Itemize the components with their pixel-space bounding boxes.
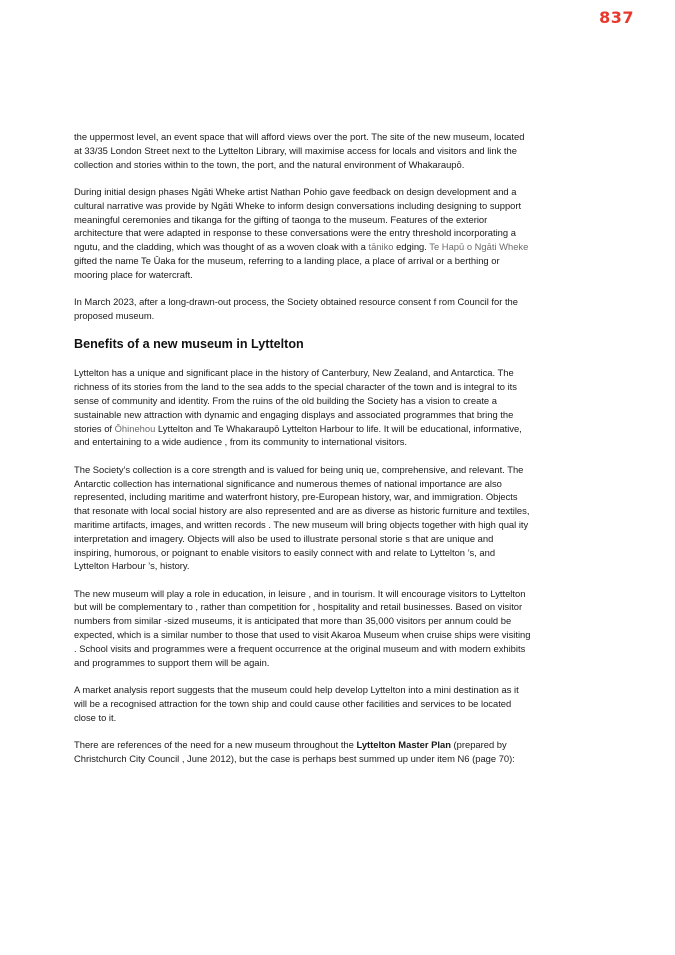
paragraph-text: There are references of the need for a new museum throughout the bbox=[74, 739, 357, 751]
paragraph-text: Lyttelton and Te Whakaraupō Lyttelton Harbour to life. It will be educational, informative, and entertaining to a wide audience , from its community to international visitors. bbox=[74, 422, 522, 448]
paragraph-text: edging. bbox=[393, 241, 430, 253]
master-plan-title: Lyttelton Master Plan bbox=[356, 739, 451, 751]
paragraph-museum-site: the uppermost level, an event space that will afford views over the port. The site of the new museum, located at 33/35 London Street next to the Lyttelton Library, will maximise access for locals and visitors and link the collection and stories within to the town, the port, and the natural environment of Whakaraupō. bbox=[74, 131, 525, 170]
paragraph-text: During initial design phases Ngāti Wheke artist Nathan Pohio gave feedback on design development and a cultural narrative was provide by Ngāti Wheke to inform design conversations including designing to support meaningful ceremonies and tikanga for the gifting of taonga to the museum. Features of the exterior architecture that were adapted in response to these conversations were the entry threshold incorporating a ngutu, and the cladding, which was thought of as a woven cloak with a bbox=[74, 185, 522, 253]
taniko-term: tāniko bbox=[368, 241, 394, 253]
paragraph-design-phases bbox=[74, 185, 532, 282]
paragraph-collection: The Society’s collection is a core strength and is valued for being uniq ue, comprehensive, and relevant. The Antarctic collection has international significance and numerous themes of national importance are also represented, including maritime and waterfront history, pre-European history, war, and immigration. Objects that resonate with local social history are also represented and are as diverse as historic furniture and textiles, maritime artifacts, images, and written records . The new museum will bring objects together with high qual ity interpretation and imagery. Objects will also be used to illustrate personal storie s that are unique and inspiring, humorous, or poignant to enable visitors to easily connect with and relate to Lyttelton ’s, and Lyttelton Harbour ’s, history. bbox=[74, 463, 530, 572]
document-body bbox=[74, 130, 532, 779]
page-number: 837 bbox=[599, 8, 634, 27]
paragraph-lyttelton-significance bbox=[74, 366, 532, 449]
paragraph-text: Lyttelton has a unique and significant place in the history of Canterbury, New Zealand, and Antarctica. The richness of its stories from the land to the sea adds to the special character of the town and is integral to its sense of community and identity. From the ruins of the old building the Society has a vision to create a sustainable new attraction with dynamic and engaging displays and associated programmes that bring the stories of bbox=[74, 367, 517, 434]
paragraph-market-analysis: A market analysis report suggests that the museum could help develop Lyttelton into a mini destination as it will be a recognised attraction for the town ship and could cause other facilities and services to be located close to it. bbox=[74, 684, 519, 723]
paragraph-text: gifted the name Te Ūaka for the museum, referring to a landing place, a place of arrival or a berthing or mooring place for watercraft. bbox=[74, 254, 500, 280]
paragraph-text: (prepared by Christchurch City Council , June 2012), but the case is perhaps best summed up under item N6 (page 70): bbox=[74, 739, 515, 764]
paragraph-education-tourism: The new museum will play a role in education, in leisure , and in tourism. It will encourage visitors to Lyttelton but will be complementary to , rather than competition for , hospitality and retail businesses. Based on visitor numbers from similar -sized museums, it is anticipated that more than 35,000 visitors per annum could be expected, which is a similar number to those that used to visit Akaroa Museum when cruise ships were visiting . School visits and programmes were a frequent occurrence at the original museum and with modern exhibits and programmes to support them will be again. bbox=[74, 587, 531, 668]
hapu-term: Te Hapū o Ngāti Wheke bbox=[429, 241, 529, 253]
paragraph-resource-consent: In March 2023, after a long-drawn-out process, the Society obtained resource consent f rom Council for the proposed museum. bbox=[74, 296, 518, 321]
section-heading: Benefits of a new museum in Lyttelton bbox=[74, 337, 304, 352]
paragraph-master-plan bbox=[74, 738, 532, 766]
ohinehou-term: Ōhinehou bbox=[114, 422, 156, 434]
